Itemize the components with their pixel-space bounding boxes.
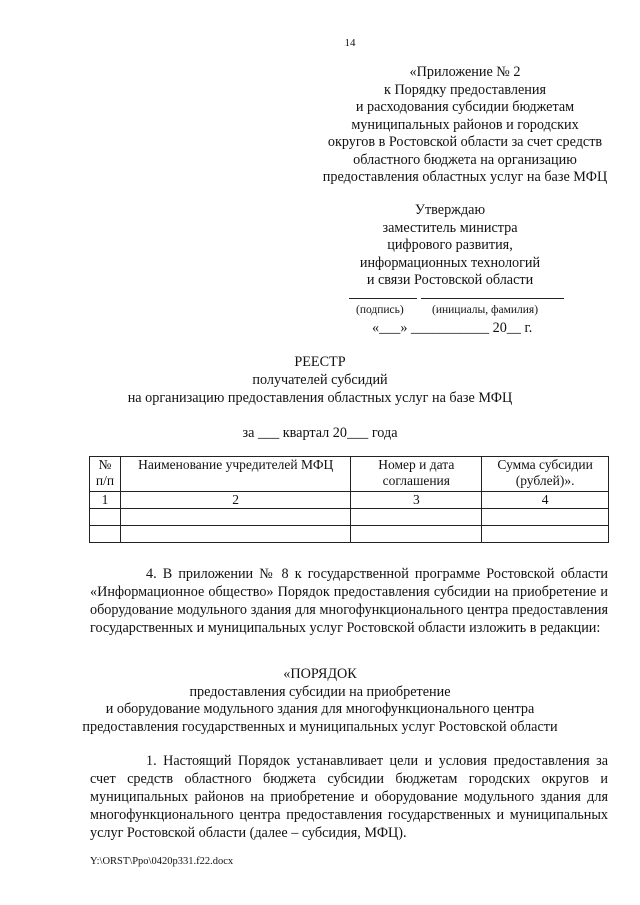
appendix-line: к Порядку предоставления: [384, 81, 546, 98]
approval-line: Утверждаю: [414, 202, 486, 218]
appendix-line: областного бюджета на организацию: [353, 151, 577, 168]
approval-line: информационных технологий: [359, 254, 541, 271]
appendix-line: и расходования субсидии бюджетам: [355, 99, 575, 115]
approval-line: и связи Ростовской области: [366, 272, 534, 288]
name-line: [421, 298, 564, 299]
appendix-header: [290, 64, 640, 187]
approval-block: [300, 202, 600, 290]
register-title-line: получателей субсидий: [252, 372, 388, 388]
appendix-line: «Приложение № 2: [409, 64, 521, 80]
table-row: [90, 526, 609, 543]
register-table: [89, 456, 609, 543]
table-row: [90, 509, 609, 526]
table-cell: [482, 509, 609, 526]
poryadok-title-line: «ПОРЯДОК: [283, 666, 357, 682]
date-line: «___» ___________ 20__ г.: [372, 320, 533, 336]
approval-line: заместитель министра: [382, 219, 518, 236]
register-title: [0, 353, 640, 407]
header-agreement: Номер и дата соглашения: [351, 457, 482, 492]
table-header-row: [90, 457, 609, 492]
header-amount: Сумма субсидии (рублей)».: [482, 457, 609, 492]
table-cell: [90, 509, 121, 526]
table-cell: [351, 526, 482, 543]
header-founders: Наименование учредителей МФЦ: [120, 457, 350, 492]
appendix-line: предоставления областных услуг на базе МФЦ: [322, 169, 608, 185]
table-row: [90, 492, 609, 509]
table-cell: 4: [482, 492, 609, 509]
table-cell: 3: [351, 492, 482, 509]
table-cell: [482, 526, 609, 543]
page-number: 14: [344, 37, 356, 49]
register-title-line: на организацию предоставления областных услуг на базе МФЦ: [127, 390, 513, 406]
poryadok-title-line: и оборудование модульного здания для многофункционального центра: [105, 701, 535, 717]
paragraph-1: 1. Настоящий Порядок устанавливает цели и условия предоставления за счет средств областного бюджета субсидии бюджетам городских округов и муниципальных районов на приобретение и оборудование модульного здания для многофункционального центра предоставления государственных и муниципальных услуг Ростовской области (далее – субсидия, МФЦ).: [90, 753, 608, 841]
paragraph-4: 4. В приложении № 8 к государственной программе Ростовской области «Информационное общество» Порядок предоставления субсидии на приобретение и оборудование модульного здания для многофункционального центра предоставления государственных и муниципальных услуг Ростовской области изложить в редакции:: [90, 566, 608, 636]
header-number: № п/п: [90, 457, 121, 492]
appendix-line: муниципальных районов и городских: [351, 116, 579, 133]
signature-line: [349, 298, 417, 299]
table-cell: [90, 526, 121, 543]
table-cell: [120, 526, 350, 543]
poryadok-title-line: предоставления государственных и муниципальных услуг Ростовской области: [82, 718, 558, 735]
name-label: (инициалы, фамилия): [432, 304, 539, 316]
poryadok-title: [0, 666, 640, 736]
table-cell: 1: [90, 492, 121, 509]
appendix-line: округов в Ростовской области за счет средств: [327, 134, 603, 150]
signature-label: (подпись): [356, 304, 404, 316]
poryadok-title-line: предоставления субсидии на приобретение: [189, 683, 451, 700]
table-cell: [120, 509, 350, 526]
footer-file-path: Y:\ORST\Ppo\0420p331.f22.docx: [90, 856, 234, 867]
quarter-line: за ___ квартал 20___ года: [242, 425, 398, 441]
register-title-line: РЕЕСТР: [294, 354, 346, 370]
approval-line: цифрового развития,: [387, 237, 513, 253]
table-cell: 2: [120, 492, 350, 509]
table-cell: [351, 509, 482, 526]
